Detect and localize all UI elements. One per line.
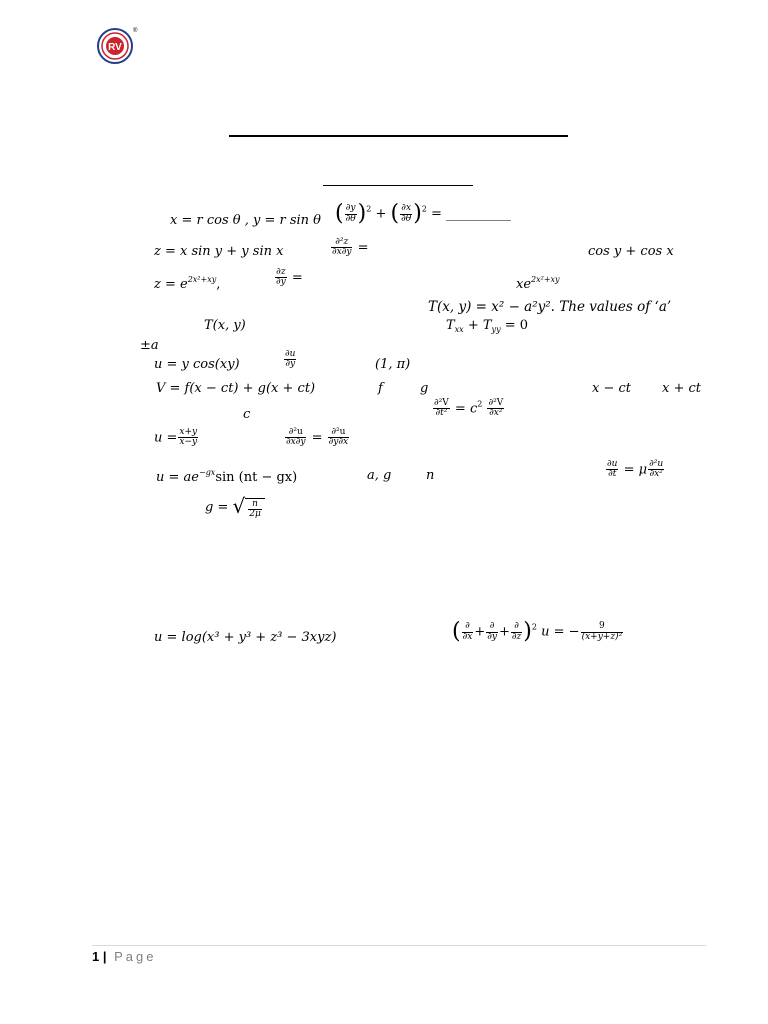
q6-f: f bbox=[378, 381, 383, 396]
q8-heat-eq: $\frac{\partial u}{\partial t}$ = μ $\frac{\text{∂²u}}{\text{∂x²}}$ bbox=[607, 459, 664, 480]
q10-expression: ( $\frac{\partial}{\partial x}$ + $\frac{\partial}{\partial y}$ + $\frac{\partial}{\partial z}$ )$^2$ u = − $\frac{9}{\text{(x+y+z)²}}$ bbox=[452, 619, 623, 644]
q8-n: n bbox=[426, 468, 435, 483]
q7-given: u = $\frac{x+y}{x-y}$ bbox=[154, 427, 198, 448]
q6-g: g bbox=[420, 381, 429, 396]
q3-given: $z = e^{2x^2+xy}$, bbox=[154, 275, 221, 292]
q3-answer: $xe^{2x^2+xy}$ bbox=[516, 275, 560, 292]
q6-c: c bbox=[243, 407, 251, 422]
q4-laplace: $T_{xx} + T_{yy} = 0$ bbox=[446, 318, 529, 334]
q2-derivative: $\frac{\text{∂²z}}{\partial x\partial y}$ = bbox=[332, 237, 369, 258]
page-number: 1 bbox=[92, 949, 100, 964]
q4-tfunc: T(x, y) bbox=[204, 318, 246, 333]
q4-answer: ±a bbox=[140, 338, 159, 353]
q6-arg2: x + ct bbox=[662, 381, 701, 396]
subtitle-rule bbox=[323, 185, 473, 186]
page-word: Page bbox=[114, 949, 157, 964]
q1-blank: = __________ bbox=[431, 206, 512, 222]
q8-g-value: g = √ $\frac{n}{2\mu}$ bbox=[205, 496, 265, 519]
q2-given: z = x sin y + y sin x bbox=[154, 244, 284, 259]
q8-given: $u = ae^{-gx}\sin$ (nt − gx) bbox=[156, 468, 298, 485]
q7-mixed-equality: $\frac{\text{∂²u}}{\partial x\partial y}$ = $\frac{\text{∂²u}}{\partial y\partial x}$ bbox=[286, 427, 349, 448]
q6-given: V = f(x − ct) + g(x + ct) bbox=[156, 381, 316, 396]
q1-given: x = r cos θ , y = r sin θ bbox=[170, 213, 321, 228]
q3-derivative: $\frac{\partial z}{\partial y}$ = bbox=[276, 267, 303, 288]
rv-logo-seal bbox=[92, 26, 138, 66]
svg-text:®: ® bbox=[133, 28, 138, 34]
q2-answer: cos y + cos x bbox=[588, 244, 674, 259]
logo-letters: RV bbox=[108, 42, 122, 53]
footer-rule bbox=[92, 945, 706, 946]
q10-given: u = log(x³ + y³ + z³ − 3xyz) bbox=[154, 630, 337, 645]
q5-derivative: $\frac{\partial u}{\partial y}$ bbox=[285, 349, 296, 370]
q4-function: T(x, y) = x² − a²y². The values of ‘a’ bbox=[428, 299, 672, 315]
q5-point: (1, π) bbox=[375, 357, 411, 372]
q6-wave-eq: $\frac{\text{∂²V}}{\text{∂t²}}$ = $c^2$ $\frac{\text{∂²V}}{\text{∂x²}}$ bbox=[434, 398, 504, 419]
q1-expression: ( $\frac{\partial y}{\partial\theta}$ )$^2$ + ( $\frac{\partial x}{\partial\theta}$ )$^2$ = __________ bbox=[335, 201, 512, 226]
q6-arg1: x − ct bbox=[592, 381, 631, 396]
title-rule bbox=[229, 135, 568, 137]
page-footer bbox=[92, 949, 157, 964]
page-separator: | bbox=[102, 949, 107, 964]
q8-constants: a, g bbox=[367, 468, 392, 483]
q5-given: u = y cos(xy) bbox=[154, 357, 240, 372]
